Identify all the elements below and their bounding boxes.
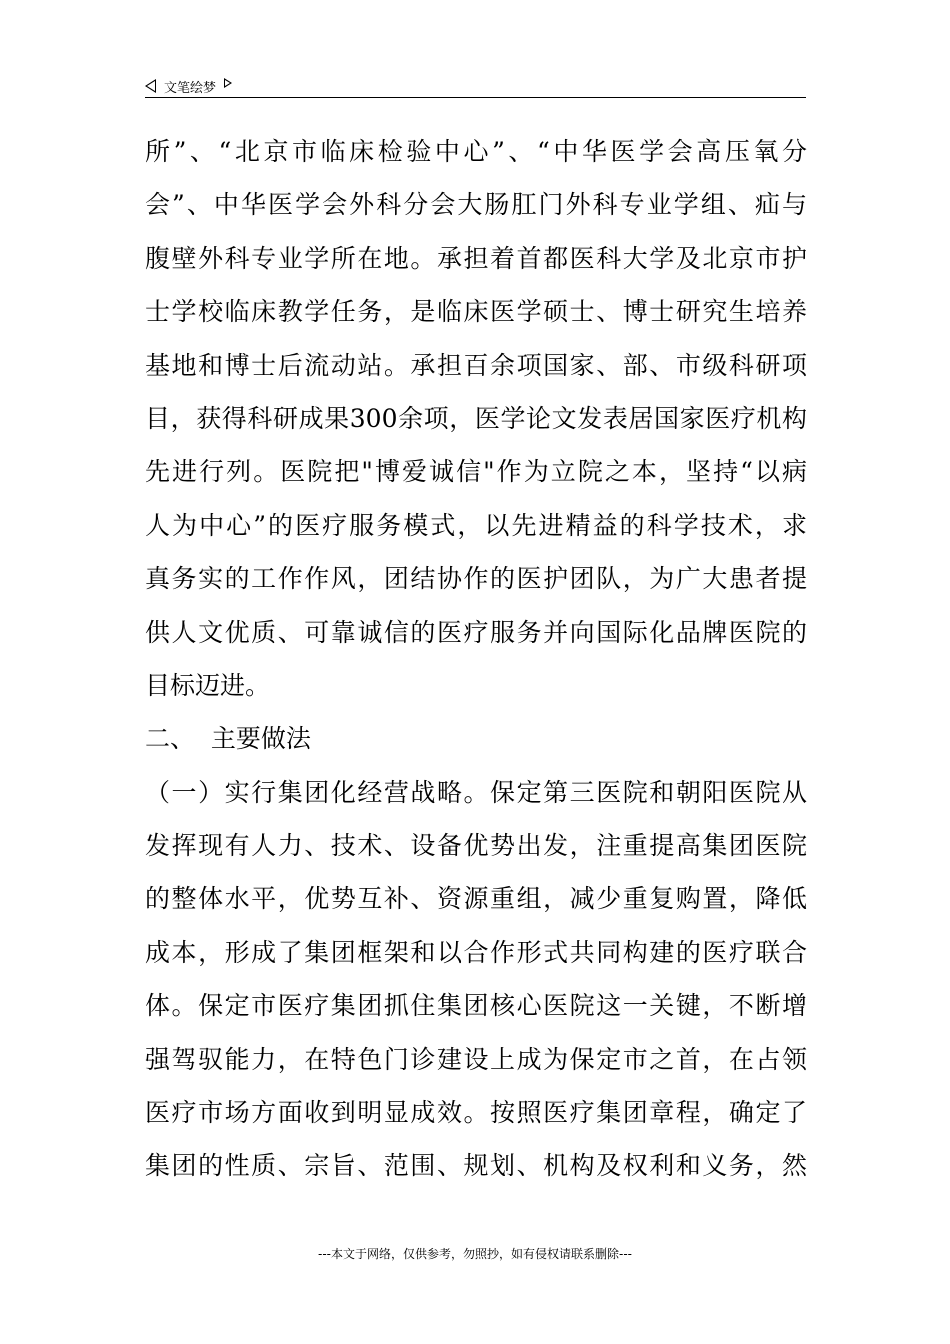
text-line: 会”、中华医学会外科分会大肠肛门外科专业学组、疝与 xyxy=(145,190,807,220)
triangle-right-icon xyxy=(224,78,232,88)
text-line: （一）实行集团化经营战略。保定第三医院和朝阳医院从 xyxy=(145,777,807,807)
text-line: 腹壁外科专业学所在地。承担着首都医科大学及北京市护 xyxy=(145,243,807,273)
document-body xyxy=(145,125,807,1193)
text-line: 成本，形成了集团框架和以合作形式共同构建的医疗联合 xyxy=(145,937,807,967)
header-title: 文笔绘梦 xyxy=(164,80,217,96)
section-heading: 二、 主要做法 xyxy=(145,724,311,754)
header-divider xyxy=(145,97,806,98)
text-line: 先进行列。医院把"博爱诚信"作为立院之本，坚持“以病 xyxy=(145,457,807,487)
text-line: 强驾驭能力，在特色门诊建设上成为保定市之首，在占领 xyxy=(145,1044,807,1074)
text-line: 基地和博士后流动站。承担百余项国家、部、市级科研项 xyxy=(145,350,807,380)
text-line: 士学校临床教学任务，是临床医学硕士、博士研究生培养 xyxy=(145,297,807,327)
text-line: 真务实的工作作风，团结协作的医护团队，为广大患者提 xyxy=(145,564,807,594)
text-line: 人为中心”的医疗服务模式，以先进精益的科学技术，求 xyxy=(145,510,807,540)
text-line: 医疗市场方面收到明显成效。按照医疗集团章程，确定了 xyxy=(145,1098,807,1128)
text-line: 所”、“北京市临床检验中心”、“中华医学会高压氧分 xyxy=(145,137,807,166)
page-header xyxy=(145,74,805,98)
page-footer: ---本文于网络，仅供参考，勿照抄，如有侵权请联系删除--- xyxy=(318,1247,632,1261)
text-line: 体。保定市医疗集团抓住集团核心医院这一关键，不断增 xyxy=(145,991,807,1021)
text-line: 供人文优质、可靠诚信的医疗服务并向国际化品牌医院的 xyxy=(145,617,807,647)
text-line: 的整体水平，优势互补、资源重组，减少重复购置，降低 xyxy=(145,884,807,914)
text-line: 发挥现有人力、技术、设备优势出发，注重提高集团医院 xyxy=(145,831,807,861)
text-line: 目标迈进。 xyxy=(145,670,271,700)
triangle-left-icon xyxy=(145,79,156,93)
text-line: 集团的性质、宗旨、范围、规划、机构及权利和义务，然 xyxy=(145,1151,807,1181)
text-line: 目，获得科研成果300余项，医学论文发表居国家医疗机构 xyxy=(145,403,807,433)
